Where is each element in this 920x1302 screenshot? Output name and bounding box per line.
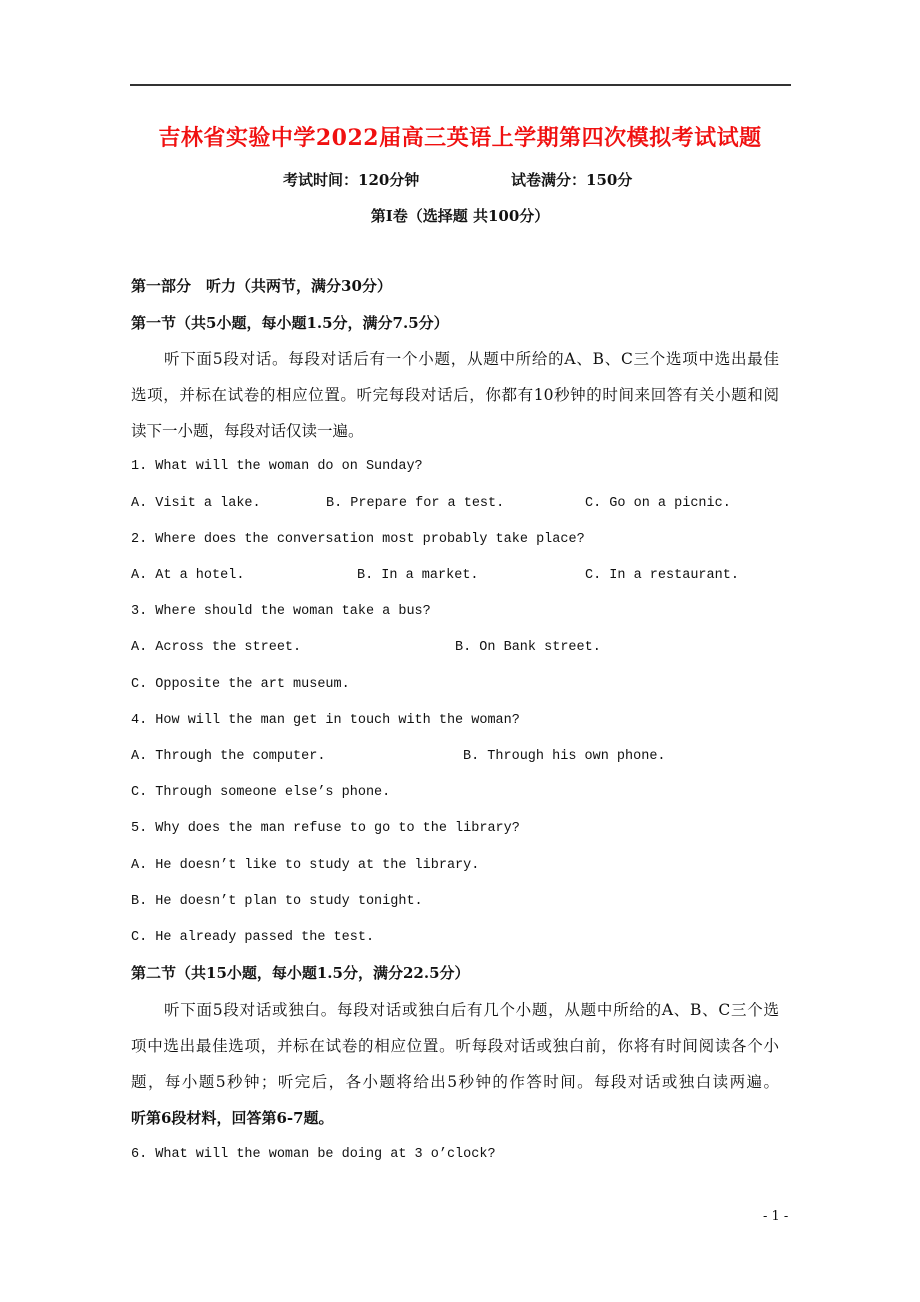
page-number: - 1 - (763, 1209, 789, 1224)
question-1: 1. What will the woman do on Sunday? (131, 459, 423, 474)
question-4: 4. How will the man get in touch with the woman? (131, 713, 520, 728)
option-a: A. Visit a lake. (131, 496, 261, 511)
instruction-line: 读下一小题，每段对话仅读一遍。 (131, 422, 364, 440)
instruction-line: 听下面5段对话或独白。每段对话或独白后有几个小题，从题中所给的A、B、C三个选 (164, 1001, 779, 1019)
option-b: B. Prepare for a test. (326, 496, 505, 511)
instruction-line: 题，每小题5秒钟；听完后，各小题将给出5秒钟的作答时间。每段对话或独白读两遍。 (131, 1073, 779, 1091)
option-c: C. Through someone else’s phone. (131, 785, 391, 800)
option-a: A. Across the street. (131, 640, 302, 655)
exam-time: 考试时间：120分钟 (283, 171, 420, 189)
full-score: 试卷满分：150分 (511, 171, 633, 189)
section-heading: 第一节（共5小题，每小题1.5分，满分7.5分） (131, 314, 449, 332)
option-a: A. Through the computer. (131, 749, 326, 764)
option-a: A. He doesn’t like to study at the library. (131, 858, 480, 873)
option-c: C. He already passed the test. (131, 930, 375, 945)
option-b: B. In a market. (357, 568, 479, 583)
question-5: 5. Why does the man refuse to go to the library? (131, 821, 520, 836)
question-6: 6. What will the woman be doing at 3 o’clock? (131, 1147, 496, 1162)
volume-heading: 第Ⅰ卷（选择题 共100分） (370, 207, 550, 225)
option-c: C. In a restaurant. (585, 568, 739, 583)
header-rule (130, 84, 791, 86)
option-b: B. He doesn’t plan to study tonight. (131, 894, 423, 909)
instruction-line: 听下面5段对话。每段对话后有一个小题，从题中所给的A、B、C三个选项中选出最佳 (164, 350, 779, 368)
section-heading: 第二节（共15小题，每小题1.5分，满分22.5分） (131, 964, 470, 982)
option-b: B. On Bank street. (455, 640, 601, 655)
document-title: 吉林省实验中学2022届高三英语上学期第四次模拟考试试题 (158, 125, 762, 151)
instruction-line: 选项，并标在试卷的相应位置。听完每段对话后，你都有10秒钟的时间来回答有关小题和阅 (131, 386, 779, 404)
material-heading: 听第6段材料，回答第6-7题。 (131, 1109, 334, 1127)
option-c: C. Go on a picnic. (585, 496, 731, 511)
question-2: 2. Where does the conversation most probably take place? (131, 532, 585, 547)
option-a: A. At a hotel. (131, 568, 245, 583)
option-b: B. Through his own phone. (463, 749, 666, 764)
question-3: 3. Where should the woman take a bus? (131, 604, 431, 619)
part-heading: 第一部分 听力（共两节，满分30分） (131, 277, 392, 295)
instruction-line: 项中选出最佳选项，并标在试卷的相应位置。听每段对话或独白前，你将有时间阅读各个小 (131, 1037, 779, 1055)
option-c: C. Opposite the art museum. (131, 677, 350, 692)
